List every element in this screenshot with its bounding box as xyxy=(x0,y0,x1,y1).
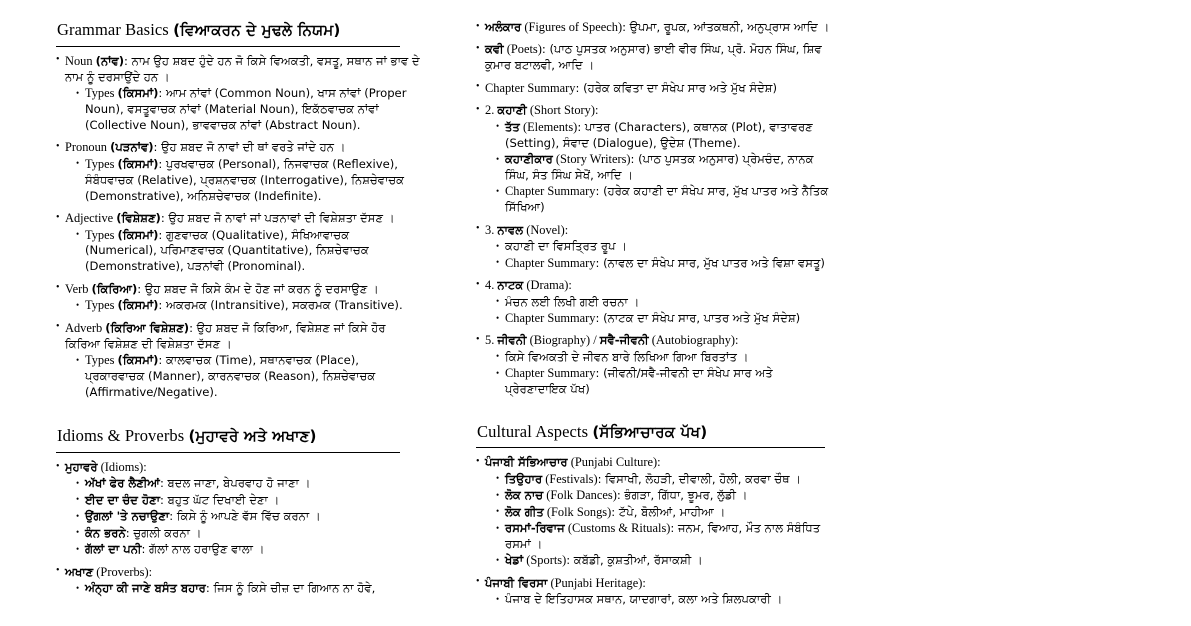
list-item xyxy=(76,542,421,558)
list-item xyxy=(496,311,832,327)
idiom-meaning: : ਬਦਲ ਜਾਣਾ, ਬੇਪਰਵਾਹ ਹੋ ਜਾਣਾ । xyxy=(159,476,311,491)
left-column xyxy=(56,0,421,604)
block-title-punjabi-alt: ਸਵੈ-ਜੀਵਨੀ xyxy=(599,333,649,348)
group-heading-punjabi: ਪੰਜਾਬੀ ਵਿਰਸਾ xyxy=(485,575,548,590)
term-punjabi: ਅਲੰਕਾਰ xyxy=(485,20,522,34)
term-punjabi: (ਨਾਂਵ) xyxy=(95,53,125,68)
sub-label-english: Types xyxy=(85,227,115,242)
term-punjabi: (ਕਿਰਿਆ) xyxy=(91,281,138,296)
term-punjabi: (ਵਿਸ਼ੇਸ਼ਣ) xyxy=(116,211,161,226)
term-definition: : ਉਹ ਸ਼ਬਦ ਜੋ ਕਿਰਿਆ, ਵਿਸ਼ੇਸ਼ਣ ਜਾਂ ਕਿਸੇ ਹੋਰ ਕਿਰਿਆ ਵਿਸ਼ੇਸ਼ਣ ਦੀ ਵਿਸ਼ੇਸ਼ਤਾ ਦੱਸਣ । xyxy=(65,320,386,351)
idiom-meaning: : ਗੱਲਾਂ ਨਾਲ ਹਰਾਉਣ ਵਾਲਾ । xyxy=(141,542,265,557)
entry-term-punjabi: ਲੋਕ ਨਾਚ xyxy=(505,488,544,503)
heritage-entries xyxy=(485,592,832,608)
term-punjabi: ਕਹਾਣੀਕਾਰ xyxy=(505,152,553,167)
idiom-meaning: : ਕਿਸੇ ਨੂੰ ਆਪਣੇ ਵੱਸ ਵਿੱਚ ਕਰਨਾ । xyxy=(169,509,321,524)
term-english: (Story Writers) xyxy=(555,152,631,167)
group-heading-english: (Punjabi Culture): xyxy=(570,455,661,470)
heading-english-text: Idioms & Proverbs xyxy=(57,426,185,446)
list-item xyxy=(76,353,421,401)
list-item xyxy=(76,509,421,525)
list-item xyxy=(56,565,421,597)
entry-body: : ਭੰਗੜਾ, ਗਿੱਧਾ, ਝੂਮਰ, ਲੁੱਡੀ । xyxy=(616,488,748,503)
chapter-summary-label: Chapter Summary xyxy=(505,311,596,325)
chapter-summary-body: : (ਹਰੇਕ ਕਵਿਤਾ ਦਾ ਸੰਖੇਪ ਸਾਰ ਅਤੇ ਮੁੱਖ ਸੰਦੇਸ਼) xyxy=(575,80,778,95)
entry-body: : ਟੱਪੇ, ਬੋਲੀਆਂ, ਮਾਹੀਆ । xyxy=(611,504,726,519)
heading-divider xyxy=(56,452,400,453)
sub-list xyxy=(65,157,421,205)
block-title-english: (Drama): xyxy=(526,278,572,293)
list-item xyxy=(496,152,832,184)
sub-label-punjabi: (ਕਿਸਮਾਂ) xyxy=(117,156,159,171)
term-punjabi: (ਕਿਰਿਆ ਵਿਸ਼ੇਸ਼ਣ) xyxy=(105,320,190,335)
term-english: (Figures of Speech) xyxy=(524,20,623,34)
sub-label-english: Types xyxy=(85,86,115,100)
list-item xyxy=(76,493,421,509)
term-body: ਕਹਾਣੀ ਦਾ ਵਿਸਤ੍ਰਿਤ ਰੂਪ । xyxy=(505,239,628,254)
group-heading-english: (Punjabi Heritage): xyxy=(550,575,646,590)
list-item xyxy=(76,581,421,597)
term-body: : (ਪਾਠ ਪੁਸਤਕ ਅਨੁਸਾਰ) ਪ੍ਰੇਮਚੰਦ, ਨਾਨਕ ਸਿੰਘ, ਸੰਤ ਸਿੰਘ ਸੇਖੋਂ, ਆਦਿ । xyxy=(505,152,814,182)
term-definition: : ਉਹ ਸ਼ਬਦ ਜੋ ਕਿਸੇ ਕੰਮ ਦੇ ਹੋਣ ਜਾਂ ਕਰਨ ਨੂੰ ਦਰਸਾਉਣ । xyxy=(137,281,379,296)
sub-label-punjabi: (ਕਿਸਮਾਂ) xyxy=(117,353,159,368)
sub-body: : ਕਾਲਵਾਚਕ (Time), ਸਥਾਨਵਾਚਕ (Place), ਪ੍ਰਕਾਰਵਾਚਕ (Manner), ਕਾਰਨਵਾਚਕ (Reason), ਨਿਸ਼ਚੇਵਾਚਕ (Affirmative/Negative). xyxy=(85,353,376,399)
proverb-term: ਅੰਨ੍ਹਾ ਕੀ ਜਾਣੇ ਬਸੰਤ ਬਹਾਰ xyxy=(85,581,206,596)
section-heading-idioms-proverbs xyxy=(56,426,421,452)
list-item xyxy=(496,239,832,255)
chapter-summary-label: Chapter Summary xyxy=(485,80,576,95)
chapter-summary-label: Chapter Summary xyxy=(505,184,596,199)
list-item xyxy=(496,505,832,521)
term-body: : ਉਪਮਾ, ਰੂਪਕ, ਆਂਤਕਥਨੀ, ਅਨੁਪ੍ਰਾਸ ਆਦਿ । xyxy=(622,20,830,34)
list-item xyxy=(496,488,832,504)
term-body: : ਪਾਤਰ (Characters), ਕਥਾਨਕ (Plot), ਵਾਤਾਵਰਣ (Setting), ਸੰਵਾਦ (Dialogue), ਉਦੇਸ਼ (Theme). xyxy=(505,119,813,150)
proverb-meaning: : ਜਿਸ ਨੂੰ ਕਿਸੇ ਚੀਜ਼ ਦਾ ਗਿਆਨ ਨਾ ਹੋਵੇ, xyxy=(205,581,376,596)
entry-term-english: (Folk Dances) xyxy=(546,488,617,503)
term-english: Verb xyxy=(65,281,89,296)
idiom-meaning: : ਬਹੁਤ ਘੱਟ ਦਿਖਾਈ ਦੇਣਾ । xyxy=(160,492,280,507)
numbered-block-5 xyxy=(476,333,832,398)
list-item xyxy=(496,120,832,152)
entry-term-english: (Festivals) xyxy=(545,471,598,486)
list-item xyxy=(496,592,832,608)
entry-body: : ਕਬੱਡੀ, ਕੁਸ਼ਤੀਆਂ, ਰੱਸਾਕਸ਼ੀ । xyxy=(566,553,703,568)
block-title-punjabi: ਜੀਵਨੀ xyxy=(497,333,527,348)
section-spacer xyxy=(476,405,832,422)
block-title-english: (Novel): xyxy=(526,222,569,237)
entry-term-punjabi: ਖੇਡਾਂ xyxy=(505,553,524,568)
list-item xyxy=(476,20,832,36)
heading-english-text: Grammar Basics xyxy=(57,20,169,39)
sub-list xyxy=(485,239,832,271)
entry-term-punjabi: ਰਸਮਾਂ-ਰਿਵਾਜ xyxy=(505,521,565,536)
chapter-summary-label: Chapter Summary xyxy=(505,255,596,270)
entry-body: : ਵਿਸਾਖੀ, ਲੋਹੜੀ, ਦੀਵਾਲੀ, ਹੋਲੀ, ਕਰਵਾ ਚੌਥ । xyxy=(597,471,802,486)
numbered-block-4 xyxy=(476,278,832,327)
term-english: Noun xyxy=(65,53,93,68)
list-item xyxy=(496,553,832,569)
block-title-punjabi: ਕਹਾਣੀ xyxy=(497,103,527,118)
proverb-entries xyxy=(65,581,421,597)
group-heading-punjabi: ਅਖਾਣ xyxy=(65,564,94,579)
sub-list xyxy=(65,353,421,401)
block-title-punjabi: ਨਾਟਕ xyxy=(497,278,524,293)
list-item xyxy=(56,321,421,401)
heading-punjabi-text: (ਮੁਹਾਵਰੇ ਅਤੇ ਅਖਾਣ) xyxy=(188,427,317,446)
chapter-summary-body: : (ਜੀਵਨੀ/ਸਵੈ-ਜੀਵਨੀ ਦਾ ਸੰਖੇਪ ਸਾਰ ਅਤੇ ਪ੍ਰੇਰਣਾਦਾਇਕ ਪੱਖ) xyxy=(505,366,773,397)
idioms-proverbs-list xyxy=(56,460,421,597)
block-number: 4. xyxy=(485,278,495,293)
term-english: Adverb xyxy=(65,320,103,335)
sub-label-punjabi: (ਕਿਸਮਾਂ) xyxy=(117,298,159,313)
term-definition: : ਉਹ ਸ਼ਬਦ ਜੋ ਨਾਵਾਂ ਦੀ ਥਾਂ ਵਰਤੇ ਜਾਂਦੇ ਹਨ । xyxy=(153,140,346,155)
sub-body: : ਗੁਣਵਾਚਕ (Qualitative), ਸੰਖਿਆਵਾਚਕ (Numerical), ਪਰਿਮਾਣਵਾਚਕ (Quantitative), ਨਿਸ਼ਚੇਵਾਚਕ (Demonstrative), ਪੜਨਾਂਵੀ (Pronominal). xyxy=(85,227,369,274)
term-body: : (ਪਾਠ ਪੁਸਤਕ ਅਨੁਸਾਰ) ਭਾਈ ਵੀਰ ਸਿੰਘ, ਪ੍ਰੋ. ਮੋਹਨ ਸਿੰਘ, ਸ਼ਿਵ ਕੁਮਾਰ ਬਟਾਲਵੀ, ਆਦਿ । xyxy=(485,42,822,73)
list-item xyxy=(476,81,832,97)
sub-list xyxy=(485,295,832,327)
entry-body: ਪੰਜਾਬ ਦੇ ਇਤਿਹਾਸਕ ਸਥਾਨ, ਯਾਦਗਾਰਾਂ, ਕਲਾ ਅਤੇ ਸ਼ਿਲਪਕਾਰੀ । xyxy=(505,592,783,607)
sub-label-punjabi: (ਕਿਸਮਾਂ) xyxy=(117,227,159,242)
entry-body: : ਜਨਮ, ਵਿਆਹ, ਮੌਤ ਨਾਲ ਸੰਬੰਧਿਤ ਰਸਮਾਂ । xyxy=(505,521,821,551)
cultural-aspects-list xyxy=(476,455,832,608)
entry-term-english: (Sports) xyxy=(526,553,567,568)
sub-label-english: Types xyxy=(85,156,115,171)
section-heading-grammar-basics xyxy=(56,20,421,46)
list-item xyxy=(496,350,832,366)
list-item xyxy=(496,295,832,311)
heading-punjabi-text: (ਵਿਆਕਰਨ ਦੇ ਮੁਢਲੇ ਨਿਯਮ) xyxy=(173,21,341,39)
idiom-term: ਉਂਗਲਾਂ 'ਤੇ ਨਚਾਉਣਾ xyxy=(85,509,170,524)
list-item xyxy=(496,521,832,553)
idiom-term: ਅੱਖਾਂ ਫੇਰ ਲੈਣੀਆਂ xyxy=(85,476,160,491)
chapter-summary-label: Chapter Summary xyxy=(505,366,596,381)
list-item xyxy=(496,256,832,272)
numbered-block-2 xyxy=(476,103,832,216)
term-punjabi: ਕਵੀ xyxy=(485,42,504,57)
term-body: ਮੰਚਨ ਲਈ ਲਿਖੀ ਗਈ ਰਚਨਾ । xyxy=(505,294,640,309)
sub-body: : ਪੁਰਖਵਾਚਕ (Personal), ਨਿਜਵਾਚਕ (Reflexive), ਸੰਬੰਧਵਾਚਕ (Relative), ਪ੍ਰਸ਼ਨਵਾਚਕ (Interrogative), ਨਿਸ਼ਚੇਵਾਚਕ (Demonstrative), ਅਨਿਸ਼ਚੇਵਾਚਕ (Indefinite). xyxy=(85,156,405,203)
block-title-punjabi: ਨਾਵਲ xyxy=(497,222,524,237)
block-number: 2. xyxy=(485,103,495,118)
list-item xyxy=(76,526,421,542)
grammar-basics-list xyxy=(56,54,421,401)
sub-label-punjabi: (ਕਿਸਮਾਂ) xyxy=(117,86,159,100)
heading-divider xyxy=(476,447,825,448)
term-english: Pronoun xyxy=(65,140,107,155)
idiom-term: ਈਦ ਦਾ ਚੰਦ ਹੋਣਾ xyxy=(85,492,161,507)
sub-body: : ਅਕਰਮਕ (Intransitive), ਸਕਰਮਕ (Transitive). xyxy=(158,298,403,313)
entry-term-punjabi: ਤਿਉਹਾਰ xyxy=(505,471,543,486)
term-english: (Elements) xyxy=(522,119,578,134)
term-definition: : ਉਹ ਸ਼ਬਦ ਜੋ ਨਾਵਾਂ ਜਾਂ ਪੜਨਾਵਾਂ ਦੀ ਵਿਸ਼ੇਸ਼ਤਾ ਦੱਸਣ । xyxy=(160,211,395,226)
list-item xyxy=(76,86,421,134)
section-heading-cultural-aspects xyxy=(476,422,832,448)
chapter-summary-body: : (ਹਰੇਕ ਕਹਾਣੀ ਦਾ ਸੰਖੇਪ ਸਾਰ, ਮੁੱਖ ਪਾਤਰ ਅਤੇ ਨੈਤਿਕ ਸਿੱਖਿਆ) xyxy=(505,184,829,215)
right-column xyxy=(476,0,832,615)
term-punjabi: (ਪੜਨਾਂਵ) xyxy=(110,140,154,155)
group-heading-english: (Proverbs): xyxy=(96,564,153,579)
list-item xyxy=(56,460,421,558)
culture-entries xyxy=(485,472,832,570)
sub-list xyxy=(65,228,421,276)
list-item xyxy=(76,298,421,314)
numbered-block-3 xyxy=(476,223,832,272)
list-item xyxy=(56,140,421,204)
term-definition: : ਨਾਮ ਉਹ ਸ਼ਬਦ ਹੁੰਦੇ ਹਨ ਜੋ ਕਿਸੇ ਵਿਅਕਤੀ, ਵਸਤੂ, ਸਥਾਨ ਜਾਂ ਭਾਵ ਦੇ ਨਾਮ ਨੂੰ ਦਰਸਾਉਂਦੇ ਹਨ । xyxy=(65,53,420,84)
block-title-english-alt: (Autobiography): xyxy=(651,333,739,348)
list-item xyxy=(496,472,832,488)
list-item xyxy=(76,476,421,492)
list-item xyxy=(56,211,421,275)
term-english: (Poets) xyxy=(506,42,542,57)
heading-english-text: Cultural Aspects xyxy=(477,421,589,441)
sub-label-english: Types xyxy=(85,353,115,368)
sub-body: : ਆਮ ਨਾਂਵਾਂ (Common Noun), ਖਾਸ ਨਾਂਵਾਂ (Proper Noun), ਵਸਤੂਵਾਚਕ ਨਾਂਵਾਂ (Material Noun), ਇਕੱਠਵਾਚਕ ਨਾਂਵਾਂ (Collective Noun), ਭਾਵਵਾਚਕ ਨਾਂਵਾਂ (Abstract Noun). xyxy=(85,86,407,132)
sub-list xyxy=(65,298,421,314)
heading-divider xyxy=(56,46,400,47)
poetry-continued-list xyxy=(476,20,832,398)
idiom-term: ਗੱਲਾਂ ਦਾ ਪਨੀ xyxy=(85,542,142,557)
list-item xyxy=(496,366,832,398)
list-item xyxy=(76,228,421,276)
sub-list xyxy=(65,86,421,134)
group-heading-punjabi: ਮੁਹਾਵਰੇ xyxy=(65,460,98,474)
sub-list xyxy=(485,350,832,398)
heading-punjabi-text: (ਸੱਭਿਆਚਾਰਕ ਪੱਖ) xyxy=(592,422,708,441)
term-punjabi: ਤੱਤ xyxy=(505,119,520,134)
list-item xyxy=(76,157,421,205)
idiom-meaning: : ਚੁਗਲੀ ਕਰਨਾ । xyxy=(125,525,202,540)
block-title-english: (Biography) / xyxy=(529,333,597,348)
section-spacer xyxy=(56,407,421,426)
group-heading-punjabi: ਪੰਜਾਬੀ ਸੱਭਿਆਚਾਰ xyxy=(485,455,568,470)
chapter-summary-body: : (ਨਾਵਲ ਦਾ ਸੰਖੇਪ ਸਾਰ, ਮੁੱਖ ਪਾਤਰ ਅਤੇ ਵਿਸ਼ਾ ਵਸਤੂ) xyxy=(595,255,825,270)
chapter-summary-body: : (ਨਾਟਕ ਦਾ ਸੰਖੇਪ ਸਾਰ, ਪਾਤਰ ਅਤੇ ਮੁੱਖ ਸੰਦੇਸ਼) xyxy=(595,311,801,325)
list-item xyxy=(56,54,421,134)
list-item xyxy=(476,576,832,608)
sub-label-english: Types xyxy=(85,298,115,313)
entry-term-english: (Customs & Rituals) xyxy=(567,521,671,536)
sub-list xyxy=(485,120,832,217)
term-english: Adjective xyxy=(65,211,114,226)
entry-term-punjabi: ਲੋਕ ਗੀਤ xyxy=(505,504,544,519)
idiom-entries xyxy=(65,476,421,558)
term-body: ਕਿਸੇ ਵਿਅਕਤੀ ਦੇ ਜੀਵਨ ਬਾਰੇ ਲਿਖਿਆ ਗਿਆ ਬਿਰਤਾਂਤ । xyxy=(505,349,749,364)
list-item xyxy=(496,184,832,216)
idiom-term: ਕੰਨ ਭਰਨੇ xyxy=(85,525,126,540)
block-number: 3. xyxy=(485,222,495,237)
list-item xyxy=(476,455,832,569)
list-item xyxy=(476,42,832,74)
entry-term-english: (Folk Songs) xyxy=(546,504,612,519)
block-number: 5. xyxy=(485,333,495,348)
block-title-english: (Short Story): xyxy=(529,103,599,118)
list-item xyxy=(56,282,421,314)
group-heading-english: (Idioms): xyxy=(100,460,147,474)
